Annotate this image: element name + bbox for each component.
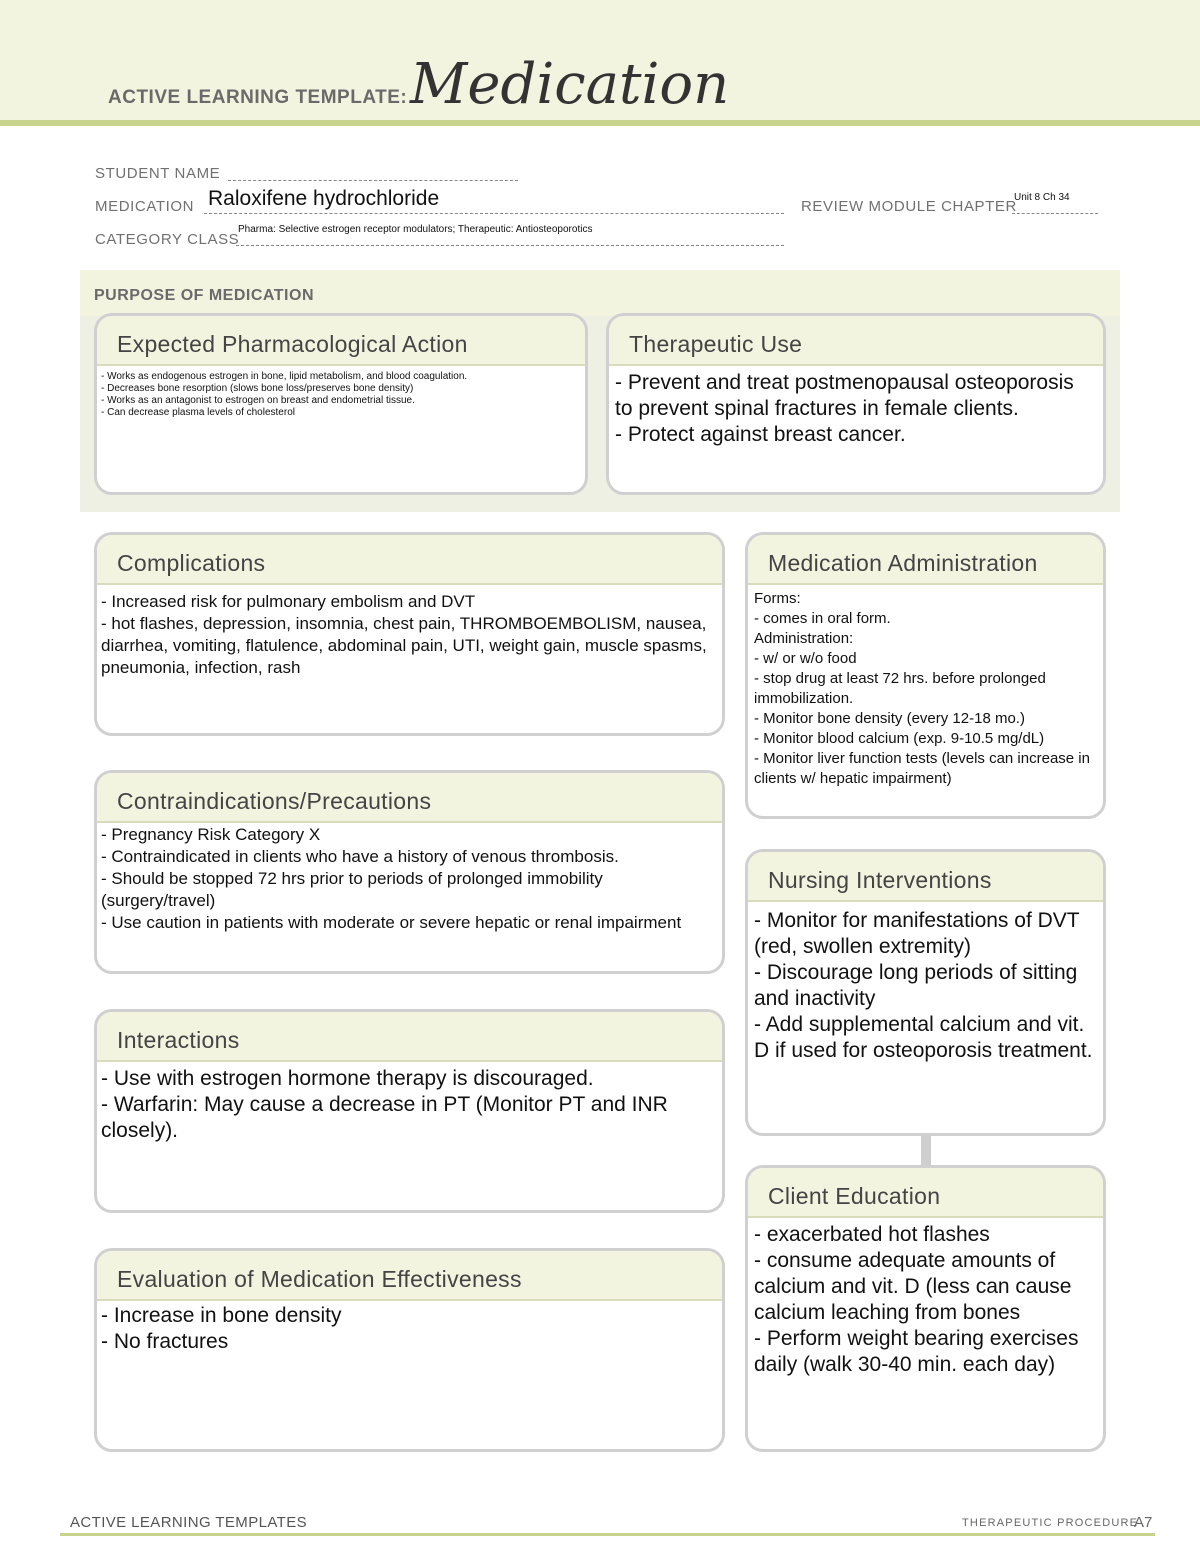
interactions-text[interactable]: - Use with estrogen hormone therapy is discouraged. - Warfarin: May cause a decrease in PT (Monitor PT and INR closely). xyxy=(101,1067,668,1142)
therapeutic-use-box xyxy=(606,313,1106,495)
evaluation-text[interactable]: - Increase in bone density - No fractures xyxy=(101,1304,342,1353)
footer-page-number: A7 xyxy=(1134,1514,1153,1531)
expected-action-box xyxy=(94,313,588,495)
complications-title: Complications xyxy=(97,535,722,585)
evaluation-title: Evaluation of Medication Effectiveness xyxy=(97,1251,722,1301)
contraindications-box xyxy=(94,770,725,974)
contraindications-text[interactable]: - Pregnancy Risk Category X - Contraindicated in clients who have a history of venous thrombosis. - Should be stopped 72 hrs prior to periods of prolonged immobility (surgery/travel) - Use caution in patients with moderate or severe hepatic or renal impairment xyxy=(101,825,682,932)
category-class-label: CATEGORY CLASS xyxy=(95,231,240,248)
review-chapter-value: Unit 8 Ch 34 xyxy=(1014,192,1070,203)
interactions-title: Interactions xyxy=(97,1012,722,1062)
footer-left-label: ACTIVE LEARNING TEMPLATES xyxy=(70,1514,307,1531)
client-education-box xyxy=(745,1165,1106,1452)
category-class-value: Pharma: Selective estrogen receptor modulators; Therapeutic: Antiosteoporotics xyxy=(238,224,593,235)
category-class-field[interactable] xyxy=(236,245,784,246)
complications-text[interactable]: - Increased risk for pulmonary embolism and DVT - hot flashes, depression, insomnia, chest pain, THROMBOEMBOLISM, nausea, diarrhea, vomiting, flatulence, abdominal pain, UTI, weight gain, muscle spasms, pneumonia, infection, rash xyxy=(101,592,707,677)
medication-administration-title: Medication Administration xyxy=(748,535,1103,585)
review-chapter-label: REVIEW MODULE CHAPTER xyxy=(801,198,1017,215)
template-title: Medication xyxy=(410,52,730,117)
medication-field[interactable] xyxy=(204,213,784,214)
medication-administration-box xyxy=(745,532,1106,819)
student-name-label: STUDENT NAME xyxy=(95,165,221,182)
complications-box xyxy=(94,532,725,736)
expected-action-title: Expected Pharmacological Action xyxy=(97,316,585,366)
medication-administration-text[interactable]: Forms: - comes in oral form. Administration: - w/ or w/o food - stop drug at least 72 hrs. before prolonged immobilization. - Monitor bone density (every 12-18 mo.) - Monitor blood calcium (exp. 9-10.5 mg/dL) - Monitor liver function tests (levels can increase in clients w/ hepatic impairment) xyxy=(754,590,1090,787)
contraindications-title: Contraindications/Precautions xyxy=(97,773,722,823)
footer-rule xyxy=(60,1533,1155,1536)
client-education-title: Client Education xyxy=(748,1168,1103,1218)
evaluation-box xyxy=(94,1248,725,1452)
interactions-box xyxy=(94,1009,725,1213)
nursing-interventions-box xyxy=(745,849,1106,1136)
footer-right-label: THERAPEUTIC PROCEDURE xyxy=(962,1517,1139,1529)
review-chapter-field[interactable] xyxy=(1012,213,1098,214)
nursing-interventions-text[interactable]: - Monitor for manifestations of DVT (red, swollen extremity) - Discourage long periods of sitting and inactivity - Add supplemental calcium and vit. D if used for osteoporosis treatment. xyxy=(754,909,1093,1062)
therapeutic-use-text[interactable]: - Prevent and treat postmenopausal osteoporosis to prevent spinal fractures in female clients. - Protect against breast cancer. xyxy=(615,371,1074,446)
expected-action-text[interactable]: - Works as endogenous estrogen in bone, lipid metabolism, and blood coagulation. - Decreases bone resorption (slows bone loss/preserves bone density) - Works as an antagonist to estrogen on breast and endometrial tissue. - Can decrease plasma levels of cholesterol xyxy=(101,371,468,418)
header-rule xyxy=(0,120,1200,126)
nursing-interventions-title: Nursing Interventions xyxy=(748,852,1103,902)
therapeutic-use-title: Therapeutic Use xyxy=(609,316,1103,366)
medication-value: Raloxifene hydrochloride xyxy=(208,187,440,210)
box-connector xyxy=(921,1134,931,1166)
purpose-label: PURPOSE OF MEDICATION xyxy=(94,287,314,304)
client-education-text[interactable]: - exacerbated hot flashes - consume adequate amounts of calcium and vit. D (less can cause calcium leaching from bones - Perform weight bearing exercises daily (walk 30-40 min. each day) xyxy=(754,1223,1079,1376)
student-name-field[interactable] xyxy=(228,180,518,181)
medication-label: MEDICATION xyxy=(95,198,195,215)
template-label: ACTIVE LEARNING TEMPLATE: xyxy=(108,87,408,108)
